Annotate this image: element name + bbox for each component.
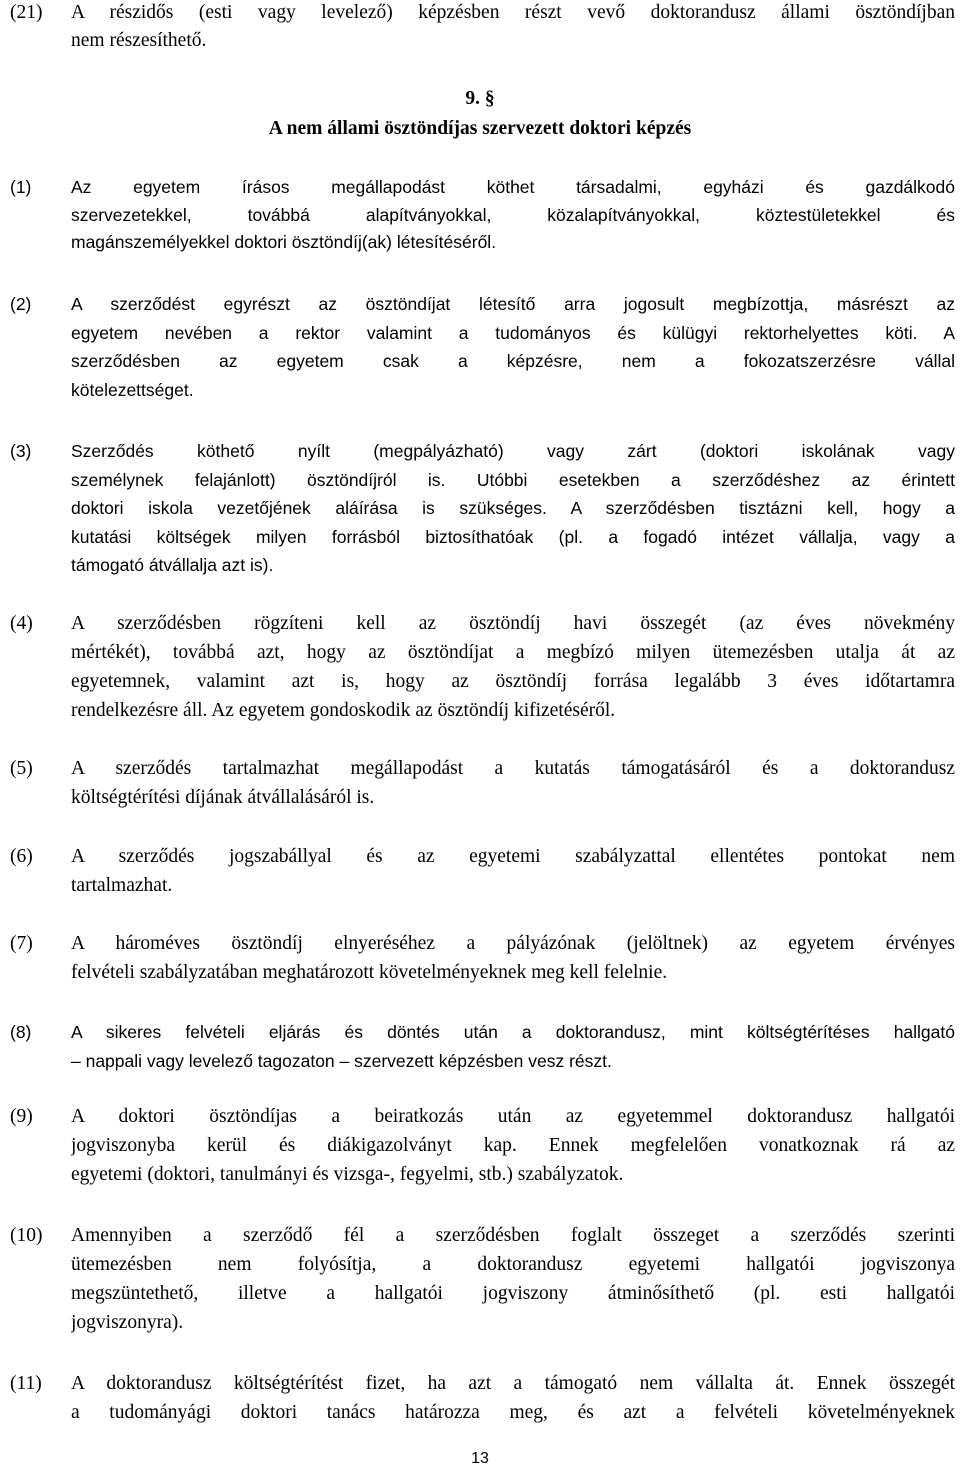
paragraph-line: kötelezettséget. [71, 380, 194, 400]
paragraph-line: A szerződés tartalmazhat megállapodást a kutatás támogatásáról és a doktorandusz [71, 758, 955, 779]
paragraph-number: (2) [10, 294, 32, 314]
paragraph-line: nem részesíthető. [71, 30, 207, 51]
paragraph-number: (1) [10, 177, 32, 197]
paragraph-line: támogató átvállalja azt is). [71, 555, 274, 575]
paragraph-number: (5) [10, 758, 33, 779]
paragraph-line: Az egyetem írásos megállapodást köthet társadalmi, egyházi és gazdálkodó [71, 177, 955, 197]
paragraph-line: egyetem nevében a rektor valamint a tudományos és külügyi rektorhelyettes köti. A [71, 323, 955, 343]
paragraph-line: jogviszonyra). [71, 1312, 184, 1333]
paragraph-number: (21) [10, 2, 43, 23]
paragraph-line: A doktori ösztöndíjas a beiratkozás után az egyetemmel doktorandusz hallgatói [71, 1106, 955, 1127]
section-number [0, 88, 960, 110]
paragraph-line: magánszemélyekkel doktori ösztöndíj(ak) létesítéséről. [71, 232, 497, 252]
paragraph-number: (11) [10, 1373, 42, 1394]
paragraph-line: A doktorandusz költségtérítést fizet, ha azt a támogató nem vállalta át. Ennek összegét [71, 1373, 955, 1394]
paragraph-line: szerződésben az egyetem csak a képzésre, nem a fokozatszerzésre vállal [71, 351, 955, 371]
paragraph-line: mértékét), továbbá azt, hogy az ösztöndíjat a megbízó milyen ütemezésben utalja át az [71, 642, 955, 663]
paragraph-number: (3) [10, 441, 32, 461]
paragraph-line: kutatási költségek milyen forrásból biztosíthatóak (pl. a fogadó intézet vállalja, vagy a [71, 527, 955, 547]
paragraph-number: (8) [10, 1022, 32, 1042]
section-number-text: 9. [465, 88, 480, 109]
paragraph-line: Szerződés köthető nyílt (megpályázható) vagy zárt (doktori iskolának vagy [71, 441, 955, 461]
paragraph-line: – nappali vagy levelező tagozaton – szervezett képzésben vesz részt. [71, 1051, 612, 1071]
section-title: A nem állami ösztöndíjas szervezett doktori képzés [268, 118, 692, 139]
paragraph-line: szervezetekkel, továbbá alapítványokkal, közalapítványokkal, köztestületekkel és [71, 205, 955, 225]
paragraph-number: (10) [10, 1225, 43, 1246]
paragraph-line: rendelkezésre áll. Az egyetem gondoskodik az ösztöndíj kifizetéséről. [71, 700, 616, 721]
paragraph-line: A szerződésben rögzíteni kell az ösztöndíj havi összegét (az éves növekmény [71, 613, 955, 634]
paragraph-line: doktori iskola vezetőjének aláírása is szükséges. A szerződésben tisztázni kell, hogy a [71, 498, 955, 518]
paragraph-number: (7) [10, 933, 33, 954]
paragraph-line: egyetemi (doktori, tanulmányi és vizsga-, fegyelmi, stb.) szabályzatok. [71, 1164, 624, 1185]
paragraph-number: (6) [10, 846, 33, 867]
paragraph-line: költségtérítési díjának átvállalásáról is. [71, 787, 375, 808]
paragraph-line: A hároméves ösztöndíj elnyeréséhez a pályázónak (jelöltnek) az egyetem érvényes [71, 933, 955, 954]
paragraph-line: Amennyiben a szerződő fél a szerződésben foglalt összeget a szerződés szerinti [71, 1225, 955, 1246]
paragraph-line: A sikeres felvételi eljárás és döntés után a doktorandusz, mint költségtérítéses hallgató [71, 1022, 955, 1042]
paragraph-line: jogviszonyba kerül és diákigazolványt kap. Ennek megfelelően vonatkoznak rá az [71, 1135, 955, 1156]
paragraph-line: egyetemnek, valamint azt is, hogy az ösztöndíj forrása legalább 3 éves időtartamra [71, 671, 955, 692]
section-symbol: § [484, 88, 495, 109]
page-number: 13 [471, 1450, 489, 1467]
paragraph-line: személynek felajánlott) ösztöndíjról is. Utóbbi esetekben a szerződéshez az érintett [71, 470, 955, 490]
paragraph-line: A szerződés jogszabállyal és az egyetemi szabályzattal ellentétes pontokat nem [71, 846, 955, 867]
paragraph-line: megszüntethető, illetve a hallgatói jogviszony átminősíthető (pl. esti hallgatói [71, 1283, 955, 1304]
paragraph-line: A részidős (esti vagy levelező) képzésben részt vevő doktorandusz állami ösztöndíjban [71, 2, 955, 23]
paragraph-line: a tudományági doktori tanács határozza meg, és azt a felvételi követelményeknek [71, 1402, 955, 1423]
paragraph-line: ütemezésben nem folyósítja, a doktorandusz egyetemi hallgatói jogviszonya [71, 1254, 955, 1275]
paragraph-line: tartalmazhat. [71, 875, 173, 896]
paragraph-number: (9) [10, 1106, 33, 1127]
paragraph-line: felvételi szabályzatában meghatározott követelményeknek meg kell felelnie. [71, 962, 668, 983]
paragraph-line: A szerződést egyrészt az ösztöndíjat létesítő arra jogosult megbízottja, másrészt az [71, 294, 955, 314]
paragraph-number: (4) [10, 613, 33, 634]
